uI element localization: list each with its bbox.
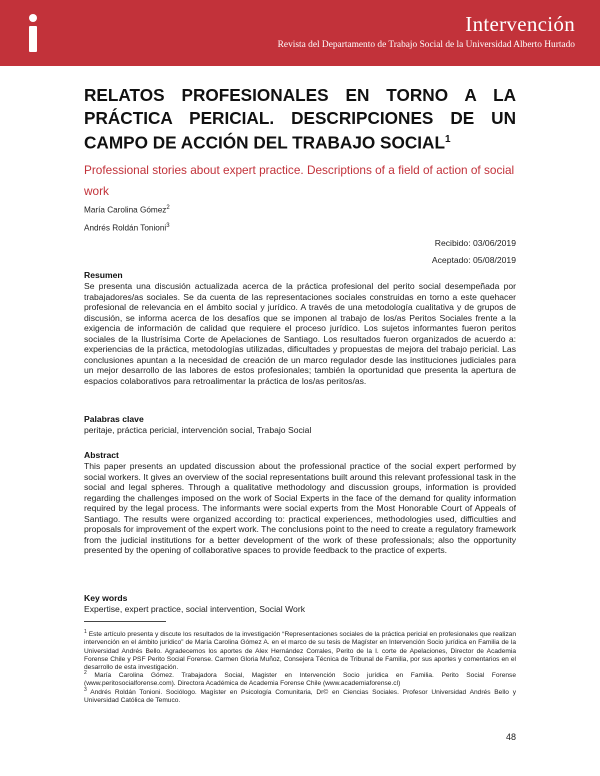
key-words-heading: Key words [84,593,128,603]
abstract-text: This paper presents an updated discussion about the professional practice of the social expert performed by social workers. It gives an overview of the social representations built around this relevant professional task in the social and legal spheres. Through a qualitative methodology and discussion groups, information is provided regarding the challenges imposed on the work of Social Experts in the face of the demand for quality information required by the legal process. The informants were social experts from the Most Honorable Court of Appeals of Santiago. The results were organized according to: practical experiences, methodologies used, difficulties and proposals for improvement of the expert work. The conclusions point to the need to create a regulatory framework from the judicial institutions for a better development of the work of these professionals; also the opportunity presented by the opening of collaborative spaces to provide feedback to the practice of experts. [84,461,516,556]
journal-logo-icon [26,14,40,52]
abstract-heading: Abstract [84,450,119,460]
footnote-1: $^1$ Este artículo presenta y discute los resultados de la investigación “Representaciones sociales de la práctica pericial en profesionales que realizan intervención en el ámbito jurídico” de María Carolina Gómez A. en el marco de su tesis de Magíster en Intervención Socio jurídica en Familia de la Universidad Andrés Bello. Agradecemos los aportes de Alex Hernández Corrales, Perito de la I. corte de Apelaciones, Director de Academia Forense Chile y PSF Perito Social Forense. Carmen Gloria Muñoz, Consejera Técnica de Tribunal de Familia, por sus aportes y comentarios en el desarrollo de esta investigación. [84,629,516,672]
received-date: Recibido: 03/06/2019 [434,238,516,248]
article-title: RELATOS PROFESIONALES EN TORNO A LA PRÁCTICA PERICIAL. DESCRIPCIONES DE UN CAMPO DE ACCIÓN DEL TRABAJO SOCIAL$^1$ [84,85,516,153]
palabras-clave-heading: Palabras clave [84,414,144,424]
page-number: 48 [505,732,516,742]
article-subtitle-en: Professional stories about expert practice. Descriptions of a field of action of social work [84,163,515,198]
footnote-3: $^3$ Andrés Roldán Tonioni. Sociólogo. Magíster en Psicología Comunitaria, Dr© en Ciencias Sociales. Profesor Universidad Andrés Bello y Universidad Católica de Temuco. [84,687,517,705]
journal-header [0,0,600,66]
author-1: María Carolina Gómez$^2$ [84,205,170,215]
title-footnote-ref: 1 [444,134,451,145]
journal-subtitle: Revista del Departamento de Trabajo Social de la Universidad Alberto Hurtado [277,40,575,50]
accepted-date: Aceptado: 05/08/2019 [431,255,516,265]
resumen-heading: Resumen [84,270,123,280]
footnote-divider [84,621,166,622]
resumen-text: Se presenta una discusión actualizada acerca de la práctica profesional del perito social desempeñada por trabajadores/as sociales. Se da cuenta de las representaciones sociales construidas en torno a este quehacer profesional de relevancia en el ámbito social y jurídico. A través de una metodología cualitativa y de grupos de discusión, se informa acerca de los desafíos que se imponen al trabajo de los/as Peritos Sociales frente a la exigencia de información de calidad que requiere el proceso jurídico. Los sujetos informantes fueron peritos sociales de la Ilustrísima Corte de Apelaciones de Santiago. Los resultados fueron organizados de acuerdo a: experiencias de la práctica, metodologías utilizadas, dificultades y propuestas de mejora del trabajo pericial. Las conclusiones apuntan a la necesidad de creación de un marco regulador desde las instituciones judiciales para un mejor desarrollo de las labores de estos profesionales; también la oportunidad que presenta la apertura de espacios colaborativos para retroalimentar la práctica de los/as peritos/as. [84,281,516,386]
key-words-text: Expertise, expert practice, social intervention, Social Work [84,604,305,614]
author-2: Andrés Roldán Tonioni$^3$ [84,223,170,233]
palabras-clave-text: peritaje, práctica pericial, intervención social, Trabajo Social [84,425,312,435]
journal-name: Intervención [465,12,575,36]
footnote-2: $^2$ María Carolina Gómez. Trabajadora Social, Magister en Intervención Socio jurídica en Familia. Perito Social Forense (www.peritosocialforense.com). Directora Académica de Academia Forense Chile (www.academiaforense.cl) [84,670,516,688]
